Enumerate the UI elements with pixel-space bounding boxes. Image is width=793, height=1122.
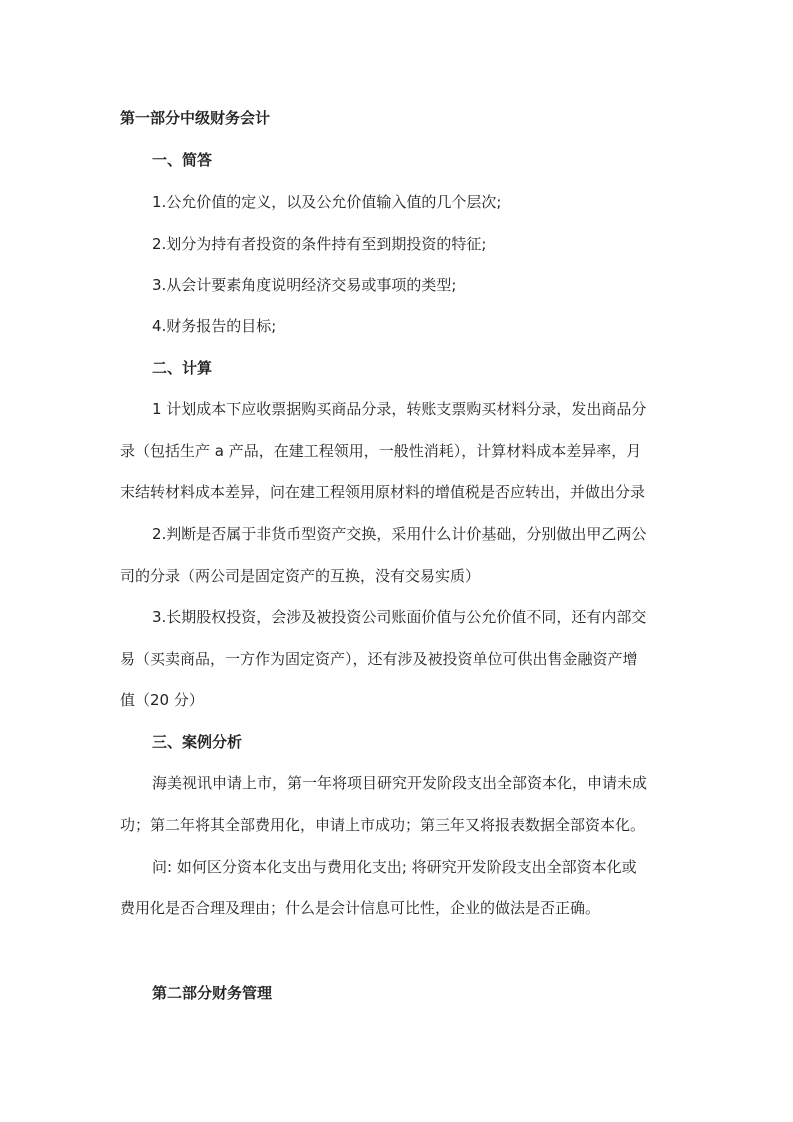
section3-question-line: 问: 如何区分资本化支出与费用化支出; 将研究开发阶段支出全部资本化或 <box>152 858 637 876</box>
section1-item: 2.划分为持有者投资的条件持有至到期投资的特征; <box>152 235 487 253</box>
section2-item1-line: 末结转材料成本差异，问在建工程领用原材料的增值税是否应转出，并做出分录 <box>120 483 646 501</box>
part1-title: 第一部分中级财务会计 <box>120 109 271 127</box>
section2-item2-line: 2.判断是否属于非货币型资产交换，采用什么计价基础，分别做出甲乙两公 <box>152 525 647 543</box>
section1-item: 1.公允价值的定义，以及公允价值输入值的几个层次; <box>152 193 502 211</box>
section1-heading: 一、简答 <box>152 151 213 169</box>
section2-item1-line: 1 计划成本下应收票据购买商品分录，转账支票购买材料分录，发出商品分 <box>152 400 647 418</box>
section3-case-line: 功；第二年将其全部费用化，申请上市成功；第三年又将报表数据全部资本化。 <box>120 816 646 834</box>
section3-heading: 三、案例分析 <box>152 733 243 751</box>
section1-item: 3.从会计要素角度说明经济交易或事项的类型; <box>152 276 457 294</box>
section2-item3-line: 3.长期股权投资，会涉及被投资公司账面价值与公允价值不同，还有内部交 <box>152 608 647 626</box>
section3-case-line: 海美视讯申请上市，第一年将项目研究开发阶段支出全部资本化，申请未成 <box>152 774 648 792</box>
section3-question-line: 费用化是否合理及理由；什么是会计信息可比性，企业的做法是否正确。 <box>120 899 601 917</box>
section2-item2-line: 司的分录（两公司是固定资产的互换，没有交易实质） <box>120 567 481 585</box>
part2-title: 第二部分财务管理 <box>152 984 273 1002</box>
section1-item: 4.财务报告的目标; <box>152 317 277 335</box>
section2-item1-line: 录（包括生产 a 产品，在建工程领用，一般性消耗），计算材料成本差异率，月 <box>120 442 642 460</box>
section2-item3-line: 值（20 分） <box>120 691 204 709</box>
section2-heading: 二、计算 <box>152 359 213 377</box>
section2-item3-line: 易（买卖商品，一方作为固定资产），还有涉及被投资单位可供出售金融资产增 <box>120 650 638 668</box>
